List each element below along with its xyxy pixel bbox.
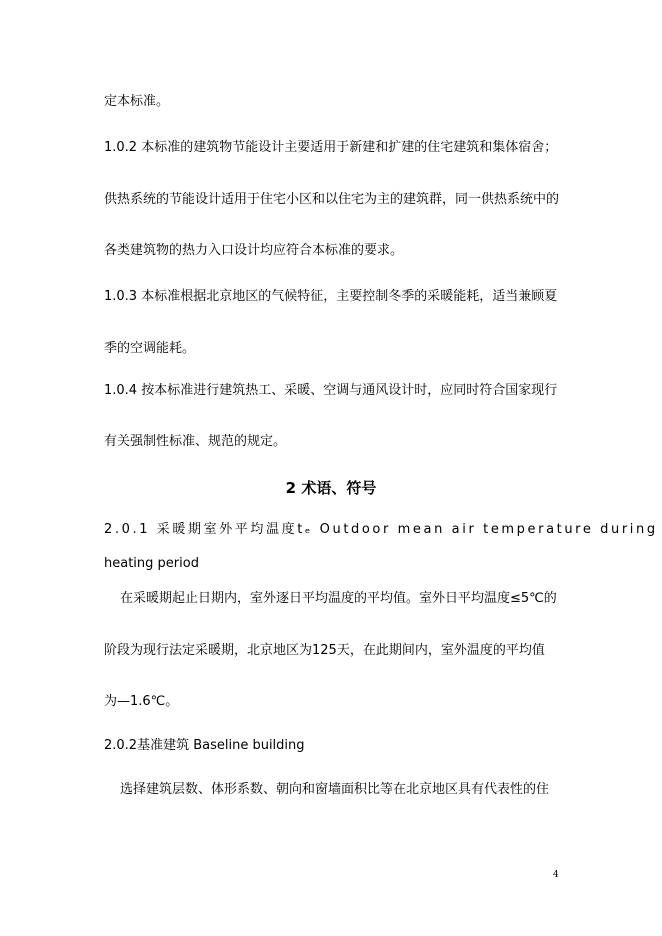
- body-text-line: 为—1.6℃。: [104, 694, 179, 709]
- clause-1-0-4: 1.0.4 按本标准进行建筑热工、采暖、空调与通风设计时，应同时符合国家现行: [104, 383, 558, 398]
- body-text-line: 定本标准。: [104, 94, 170, 109]
- body-text-line: 供热系统的节能设计适用于住宅小区和以住宅为主的建筑群，同一供热系统中的: [104, 192, 560, 207]
- body-text-line: 各类建筑物的热力入口设计均应符合本标准的要求。: [104, 243, 404, 258]
- term-2-0-1-description: 在采暖期起止日期内，室外逐日平均温度的平均值。室外日平均温度≤5℃的: [120, 591, 557, 606]
- page-number: 4: [553, 870, 559, 880]
- clause-1-0-3: 1.0.3 本标准根据北京地区的气候特征，主要控制冬季的采暖能耗，适当兼顾夏: [104, 289, 558, 304]
- term-2-0-1-title-cont: heating period: [104, 556, 199, 571]
- term-2-0-2-title: 2.0.2基准建筑 Baseline building: [104, 738, 305, 753]
- body-text-line: 有关强制性标准、规范的规定。: [104, 434, 287, 449]
- clause-1-0-2: 1.0.2 本标准的建筑物节能设计主要适用于新建和扩建的住宅建筑和集体宿舍；: [104, 140, 558, 155]
- term-2-0-1-title: 2.0.1 采暖期室外平均温度tₑ Outdoor mean air temperature during: [104, 522, 658, 537]
- section-heading: 2 术语、符号: [285, 479, 377, 497]
- body-text-line: 阶段为现行法定采暖期，北京地区为125天，在此期间内，室外温度的平均值: [104, 643, 545, 658]
- term-2-0-2-description: 选择建筑层数、体形系数、朝向和窗墙面积比等在北京地区具有代表性的住: [120, 782, 550, 797]
- body-text-line: 季的空调能耗。: [104, 341, 196, 356]
